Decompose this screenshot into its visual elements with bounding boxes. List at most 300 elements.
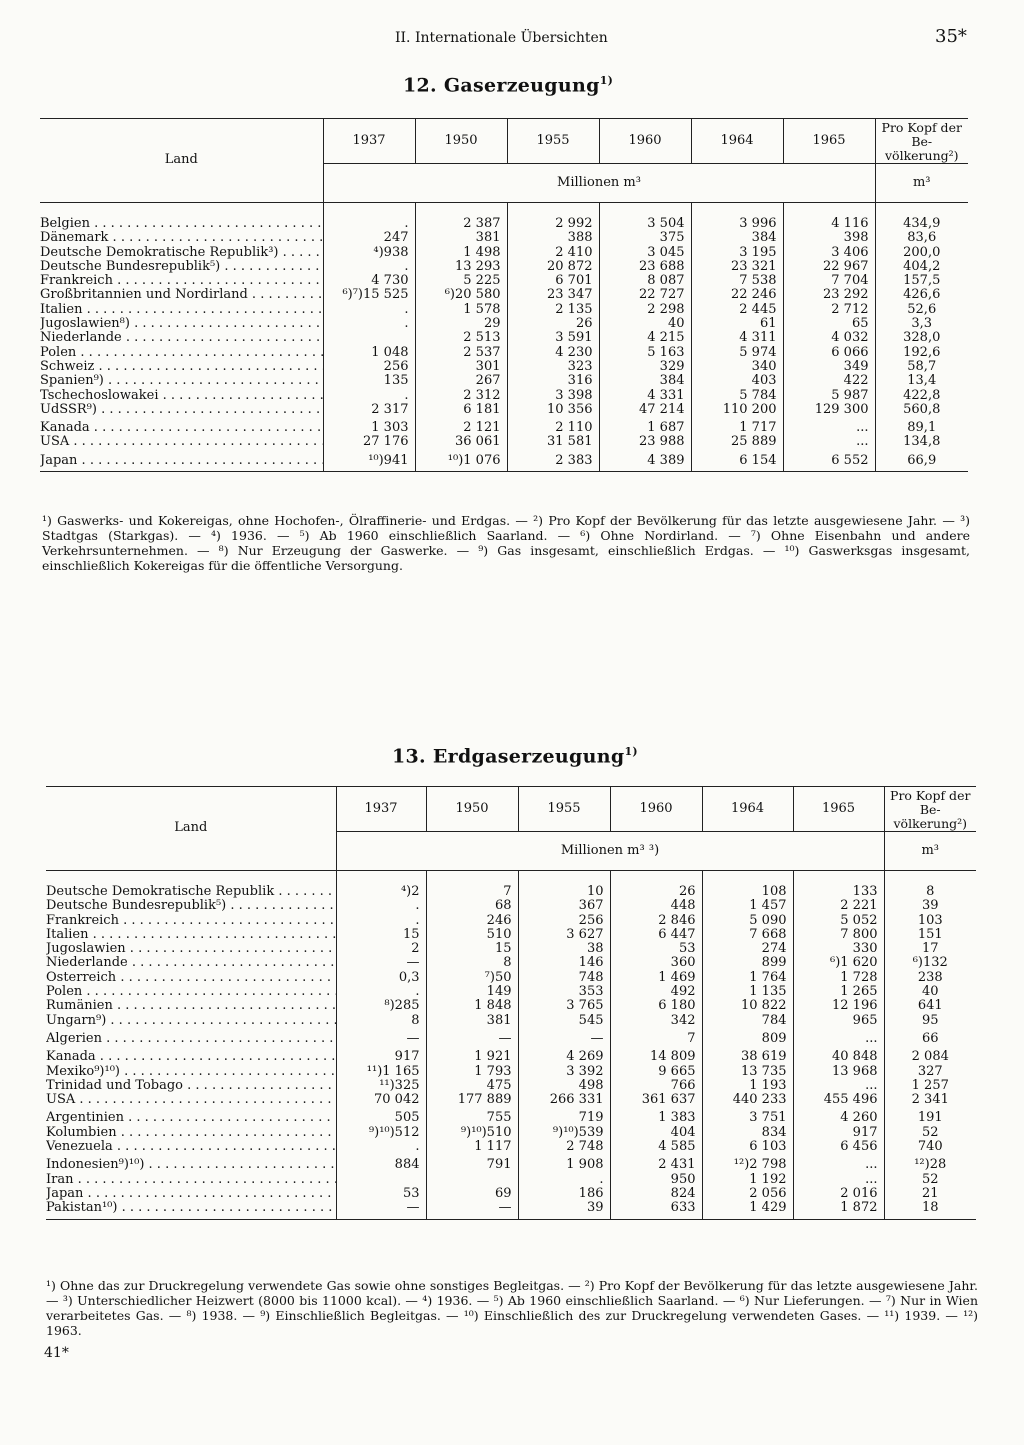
value-cell: . [336, 985, 426, 999]
value-cell: 2 317 [323, 403, 415, 417]
year-header: 1964 [702, 787, 793, 832]
country-cell [46, 999, 336, 1013]
page-number: 35* [935, 26, 967, 47]
value-cell: 23 321 [691, 260, 783, 274]
bottom-cell [884, 1216, 976, 1220]
value-cell: 6 456 [793, 1140, 884, 1154]
bottom-cell [691, 468, 783, 472]
country-cell [46, 1140, 336, 1154]
value-cell: 149 [426, 985, 518, 999]
table-row [40, 435, 968, 449]
country-name: Venezuela . . . [46, 1140, 336, 1154]
value-cell: 65 [783, 317, 875, 331]
value-cell: ¹²)2 798 [702, 1158, 793, 1172]
value-cell: 133 [793, 885, 884, 899]
per-capita-cell: 422,8 [875, 389, 968, 403]
value-cell: 22 967 [783, 260, 875, 274]
per-capita-cell: 238 [884, 971, 976, 985]
per-capita-cell: 13,4 [875, 374, 968, 388]
value-cell: 177 889 [426, 1093, 518, 1107]
country-cell [40, 260, 323, 274]
value-cell: 1 192 [702, 1173, 793, 1187]
bottom-cell [702, 1216, 793, 1220]
country-cell [40, 331, 323, 345]
country-cell [40, 454, 323, 468]
value-cell: 135 [323, 374, 415, 388]
value-cell: 3 765 [518, 999, 610, 1013]
value-cell: 2 992 [507, 217, 599, 231]
value-cell: 3 591 [507, 331, 599, 345]
country-cell [46, 1126, 336, 1140]
country-name: Indonesien⁹)¹⁰) . . . [46, 1158, 336, 1172]
value-cell: 186 [518, 1187, 610, 1201]
per-capita-cell: 200,0 [875, 246, 968, 260]
value-cell: 3 504 [599, 217, 691, 231]
country-name: Mexiko⁹)¹⁰) . . . [46, 1065, 336, 1079]
per-capita-cell: 157,5 [875, 274, 968, 288]
value-cell: 2 513 [415, 331, 507, 345]
value-cell: ... [793, 1173, 884, 1187]
value-cell: 1 872 [793, 1201, 884, 1215]
spacer-cell [691, 203, 783, 218]
value-cell: ⁴)2 [336, 885, 426, 899]
value-cell: 146 [518, 956, 610, 970]
bottom-cell [323, 468, 415, 472]
country-name: Niederlande . . . [40, 331, 323, 345]
spacer-cell [507, 203, 599, 218]
spacer-cell [426, 871, 518, 886]
country-name: Niederlande . . . [46, 956, 336, 970]
value-cell: 6 701 [507, 274, 599, 288]
year-header: 1937 [336, 787, 426, 832]
country-cell [46, 971, 336, 985]
table-row [46, 1173, 976, 1187]
value-cell: 23 292 [783, 288, 875, 302]
value-cell: 340 [691, 360, 783, 374]
country-cell [46, 1187, 336, 1201]
value-cell: . [323, 217, 415, 231]
year-header: 1960 [599, 119, 691, 164]
value-cell: ⁹)¹⁰)512 [336, 1126, 426, 1140]
spacer-cell [610, 871, 702, 886]
value-cell: 6 066 [783, 346, 875, 360]
value-cell: 110 200 [691, 403, 783, 417]
value-cell: . [323, 389, 415, 403]
country-name: UdSSR⁹) . . . [40, 403, 323, 417]
country-name: Pakistan¹⁰) . . . [46, 1201, 336, 1215]
value-cell: 899 [702, 956, 793, 970]
value-cell: 784 [702, 1014, 793, 1028]
value-cell: 2 056 [702, 1187, 793, 1201]
value-cell: 2 748 [518, 1140, 610, 1154]
table-row [40, 403, 968, 417]
value-cell: 1 921 [426, 1050, 518, 1064]
value-cell: 10 356 [507, 403, 599, 417]
value-cell: ... [783, 435, 875, 449]
value-cell: 3 996 [691, 217, 783, 231]
footer-page-number: 41* [44, 1345, 69, 1361]
value-cell: 1 793 [426, 1065, 518, 1079]
year-header: 1964 [691, 119, 783, 164]
table-row [40, 303, 968, 317]
value-cell: 834 [702, 1126, 793, 1140]
value-cell: 2 110 [507, 421, 599, 435]
country-cell [40, 374, 323, 388]
value-cell: ⁶)20 580 [415, 288, 507, 302]
value-cell: ⁶)1 620 [793, 956, 884, 970]
value-cell: 266 331 [518, 1093, 610, 1107]
table-row [40, 231, 968, 245]
year-header: 1937 [323, 119, 415, 164]
bottom-cell [783, 468, 875, 472]
per-capita-cell: 3,3 [875, 317, 968, 331]
value-cell: 5 974 [691, 346, 783, 360]
value-cell: 375 [599, 231, 691, 245]
spacer-cell [875, 203, 968, 218]
value-cell: 4 389 [599, 454, 691, 468]
per-capita-cell: 103 [884, 914, 976, 928]
value-cell: 39 [518, 1201, 610, 1215]
value-cell: . [336, 914, 426, 928]
value-cell: 498 [518, 1079, 610, 1093]
value-cell: ... [783, 421, 875, 435]
value-cell: ⁶)⁷)15 525 [323, 288, 415, 302]
table-row [46, 928, 976, 942]
bottom-cell [610, 1216, 702, 1220]
country-name: Polen . . . [40, 346, 323, 360]
value-cell: 13 968 [793, 1065, 884, 1079]
country-cell [46, 1173, 336, 1187]
value-cell: 1 728 [793, 971, 884, 985]
country-name: Dänemark . . . [40, 231, 323, 245]
value-cell: 256 [323, 360, 415, 374]
value-cell: — [336, 956, 426, 970]
country-name: USA . . . [46, 1093, 336, 1107]
value-cell: 1 687 [599, 421, 691, 435]
country-name: Kanada . . . [40, 421, 323, 435]
value-cell: 2 [336, 942, 426, 956]
value-cell: 1 764 [702, 971, 793, 985]
country-cell [40, 217, 323, 231]
table-row [40, 421, 968, 435]
value-cell: 5 987 [783, 389, 875, 403]
value-cell: 384 [599, 374, 691, 388]
value-cell: 10 822 [702, 999, 793, 1013]
country-name: Kolumbien . . . [46, 1126, 336, 1140]
table-row [46, 1050, 976, 1064]
value-cell: 4 585 [610, 1140, 702, 1154]
country-cell [46, 1079, 336, 1093]
year-header: 1950 [426, 787, 518, 832]
spacer-row [40, 203, 968, 218]
spacer-row [46, 871, 976, 886]
value-cell: 20 872 [507, 260, 599, 274]
value-cell: 25 889 [691, 435, 783, 449]
value-cell: 440 233 [702, 1093, 793, 1107]
table-row [40, 374, 968, 388]
country-name: Großbritannien und Nordirland . . . [40, 288, 323, 302]
country-cell [46, 1050, 336, 1064]
bottom-cell [875, 468, 968, 472]
country-name: Frankreich . . . [40, 274, 323, 288]
value-cell: 3 045 [599, 246, 691, 260]
table-row [46, 1126, 976, 1140]
value-cell: — [518, 1032, 610, 1046]
value-cell: 5 784 [691, 389, 783, 403]
value-cell: 388 [507, 231, 599, 245]
value-cell: 2 121 [415, 421, 507, 435]
table-row [40, 454, 968, 468]
value-cell: 917 [336, 1050, 426, 1064]
value-cell: 2 537 [415, 346, 507, 360]
value-cell: 1 429 [702, 1201, 793, 1215]
value-cell: 2 846 [610, 914, 702, 928]
table12-title: 12. Gaserzeugung$^{1)}$ [403, 74, 614, 97]
table-row [40, 331, 968, 345]
country-cell [40, 435, 323, 449]
value-cell: 27 176 [323, 435, 415, 449]
value-cell: 7 668 [702, 928, 793, 942]
table12-footnotes [42, 513, 970, 573]
value-cell [426, 1173, 518, 1187]
country-cell [46, 1065, 336, 1079]
value-cell: 8 087 [599, 274, 691, 288]
value-cell: 108 [702, 885, 793, 899]
country-cell [40, 317, 323, 331]
value-cell: 3 406 [783, 246, 875, 260]
table-row [40, 389, 968, 403]
value-cell: ⁴)938 [323, 246, 415, 260]
country-name: Belgien . . . [40, 217, 323, 231]
value-cell: 5 052 [793, 914, 884, 928]
value-cell: 2 312 [415, 389, 507, 403]
value-cell: ¹⁰)1 076 [415, 454, 507, 468]
value-cell: 766 [610, 1079, 702, 1093]
country-name: Polen . . . [46, 985, 336, 999]
per-capita-cell: 434,9 [875, 217, 968, 231]
bottom-row [46, 1216, 976, 1220]
value-cell: 6 103 [702, 1140, 793, 1154]
value-cell: 4 730 [323, 274, 415, 288]
value-cell: 4 116 [783, 217, 875, 231]
value-cell: 5 163 [599, 346, 691, 360]
year-header: 1965 [793, 787, 884, 832]
value-cell: 0,3 [336, 971, 426, 985]
per-capita-cell: 52 [884, 1173, 976, 1187]
table-row [46, 1079, 976, 1093]
value-cell: 475 [426, 1079, 518, 1093]
value-cell: 342 [610, 1014, 702, 1028]
value-cell: 6 181 [415, 403, 507, 417]
value-cell: 29 [415, 317, 507, 331]
table12-gas-production [40, 118, 968, 472]
spacer-cell [599, 203, 691, 218]
value-cell: 4 311 [691, 331, 783, 345]
value-cell: 809 [702, 1032, 793, 1046]
spacer-cell [793, 871, 884, 886]
value-cell: 505 [336, 1111, 426, 1125]
value-cell: 3 195 [691, 246, 783, 260]
bottom-cell [40, 468, 323, 472]
year-header: 1955 [507, 119, 599, 164]
value-cell: 7 538 [691, 274, 783, 288]
value-cell: 965 [793, 1014, 884, 1028]
table-row [40, 274, 968, 288]
value-cell: 2 387 [415, 217, 507, 231]
value-cell: 12 196 [793, 999, 884, 1013]
table-row [46, 999, 976, 1013]
spacer-cell [40, 203, 323, 218]
value-cell: 5 225 [415, 274, 507, 288]
table13-natural-gas-production [46, 786, 976, 1220]
value-cell: 7 800 [793, 928, 884, 942]
country-cell [46, 1111, 336, 1125]
spacer-cell [415, 203, 507, 218]
value-cell: ¹¹)1 165 [336, 1065, 426, 1079]
value-cell: 3 398 [507, 389, 599, 403]
value-cell: 323 [507, 360, 599, 374]
table-row [46, 914, 976, 928]
table13-footnotes [46, 1278, 978, 1338]
value-cell: ¹⁰)941 [323, 454, 415, 468]
value-cell: 23 988 [599, 435, 691, 449]
per-capita-cell: 89,1 [875, 421, 968, 435]
per-capita-unit: m³ [884, 832, 976, 871]
table-row [40, 360, 968, 374]
country-cell [46, 1201, 336, 1215]
table-row [40, 246, 968, 260]
value-cell: 47 214 [599, 403, 691, 417]
value-cell: 1 457 [702, 899, 793, 913]
country-cell [46, 956, 336, 970]
value-cell: 2 410 [507, 246, 599, 260]
country-name: Deutsche Bundesrepublik⁵) . . . [46, 899, 336, 913]
value-cell: 349 [783, 360, 875, 374]
value-cell: 13 293 [415, 260, 507, 274]
value-cell: — [426, 1032, 518, 1046]
per-capita-cell: ⁶)132 [884, 956, 976, 970]
table12-body [40, 203, 968, 472]
country-cell [40, 421, 323, 435]
value-cell: 1 578 [415, 303, 507, 317]
country-cell [40, 246, 323, 260]
country-cell [46, 928, 336, 942]
page-header [0, 26, 1024, 54]
country-name: Deutsche Demokratische Republik³) . . . [40, 246, 323, 260]
table-row [46, 1140, 976, 1154]
value-cell: 1 135 [702, 985, 793, 999]
per-capita-cell: 404,2 [875, 260, 968, 274]
value-cell: 329 [599, 360, 691, 374]
value-cell: 455 496 [793, 1093, 884, 1107]
country-name: Iran . . . [46, 1173, 336, 1187]
per-capita-cell: 327 [884, 1065, 976, 1079]
value-cell: 403 [691, 374, 783, 388]
per-capita-header: Pro Kopf der Be- völkerung²) [884, 787, 976, 832]
per-capita-cell: 328,0 [875, 331, 968, 345]
value-cell: 1 717 [691, 421, 783, 435]
value-cell: 6 154 [691, 454, 783, 468]
table-row [40, 346, 968, 360]
country-name: Ungarn⁹) . . . [46, 1014, 336, 1028]
bottom-cell [46, 1216, 336, 1220]
value-cell: 1 265 [793, 985, 884, 999]
spacer-cell [323, 203, 415, 218]
table-row [46, 1014, 976, 1028]
per-capita-cell: 83,6 [875, 231, 968, 245]
table13-title: 13. Erdgaserzeugung$^{1)}$ [392, 745, 638, 768]
country-name: Jugoslawien⁸) . . . [40, 317, 323, 331]
value-cell: 7 [610, 1032, 702, 1046]
value-cell: 36 061 [415, 435, 507, 449]
country-name: Algerien . . . [46, 1032, 336, 1046]
value-cell: — [426, 1201, 518, 1215]
per-capita-cell: 191 [884, 1111, 976, 1125]
country-name: Kanada . . . [46, 1050, 336, 1064]
unit-header: Millionen m³ [323, 164, 875, 203]
value-cell: ⁷)50 [426, 971, 518, 985]
country-name: Jugoslawien . . . [46, 942, 336, 956]
value-cell: . [518, 1173, 610, 1187]
year-header: 1950 [415, 119, 507, 164]
country-cell [46, 1093, 336, 1107]
year-header: 1955 [518, 787, 610, 832]
country-name: Argentinien . . . [46, 1111, 336, 1125]
value-cell: 492 [610, 985, 702, 999]
per-capita-cell: 39 [884, 899, 976, 913]
value-cell: 38 619 [702, 1050, 793, 1064]
land-header: Land [40, 119, 323, 203]
table13-body [46, 871, 976, 1220]
value-cell: 1 498 [415, 246, 507, 260]
value-cell: 6 447 [610, 928, 702, 942]
value-cell: 31 581 [507, 435, 599, 449]
table-row [46, 1158, 976, 1172]
per-capita-cell: 66,9 [875, 454, 968, 468]
country-name: Schweiz . . . [40, 360, 323, 374]
value-cell: 330 [793, 942, 884, 956]
spacer-cell [518, 871, 610, 886]
value-cell: 2 016 [793, 1187, 884, 1201]
country-name: Tschechoslowakei . . . [40, 389, 323, 403]
country-cell [40, 274, 323, 288]
value-cell: 61 [691, 317, 783, 331]
table-row [40, 260, 968, 274]
value-cell: 246 [426, 914, 518, 928]
country-cell [46, 914, 336, 928]
country-cell [40, 288, 323, 302]
value-cell: 4 331 [599, 389, 691, 403]
table-row [46, 1093, 976, 1107]
per-capita-cell: 40 [884, 985, 976, 999]
table-row [46, 956, 976, 970]
footnote-text: ¹) Gaswerks- und Kokereigas, ohne Hochofen-, Ölraffinerie- und Erdgas. — ²) Pro Kopf der Bevölkerung für das letzte ausgewiesene Jahr. — ³) Stadtgas (Starkgas). — ⁴) 1936. — ⁵) Ab 1960 einschließlich Saarland. — ⁶) Ohne Nordirland. — ⁷) Ohne Eisenbahn und andere Verkehrsunternehmen. — ⁸) Nur Erzeugung der Gaswerke. — ⁹) Gas insgesamt, einschließlich Erdgas. — ¹⁰) Gaswerksgas insgesamt, einschließlich Kokereigas für die öffentliche Versorgung. [42, 513, 970, 573]
value-cell [336, 1173, 426, 1187]
value-cell: 68 [426, 899, 518, 913]
value-cell: 917 [793, 1126, 884, 1140]
value-cell: 381 [426, 1014, 518, 1028]
value-cell: 14 809 [610, 1050, 702, 1064]
table-row [46, 942, 976, 956]
country-cell [40, 389, 323, 403]
value-cell: 15 [336, 928, 426, 942]
country-cell [46, 899, 336, 913]
country-cell [46, 1014, 336, 1028]
value-cell: 70 042 [336, 1093, 426, 1107]
value-cell: 1 383 [610, 1111, 702, 1125]
table-row [40, 217, 968, 231]
country-cell [46, 1158, 336, 1172]
